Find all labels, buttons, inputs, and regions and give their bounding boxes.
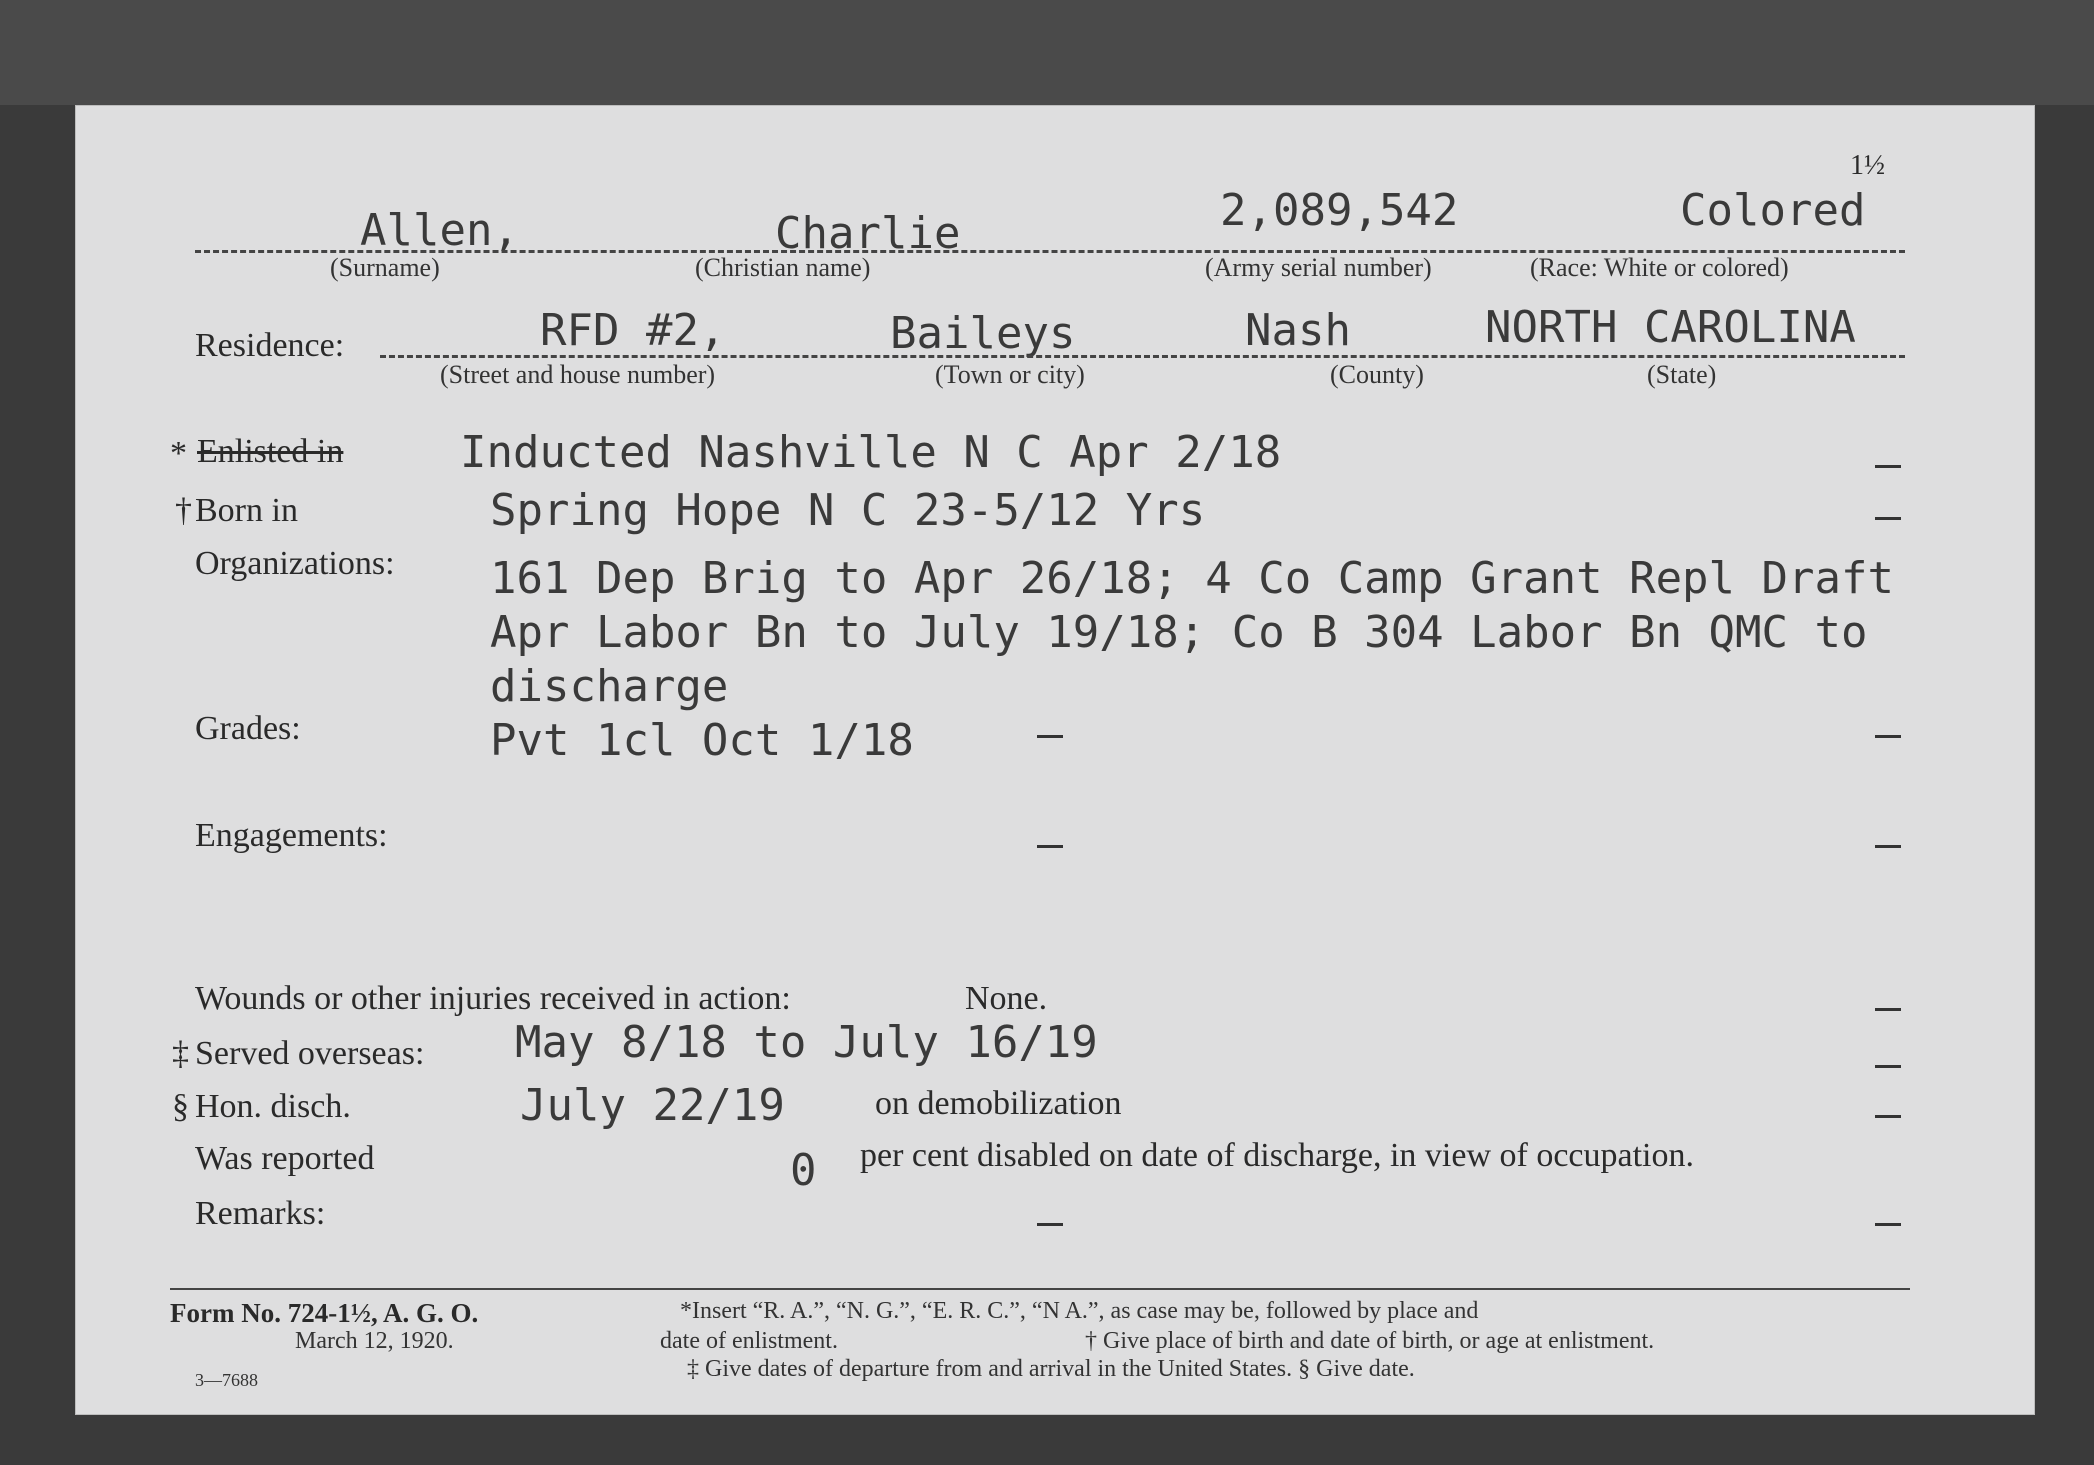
enlisted-value: Inducted Nashville N C Apr 2/18 bbox=[460, 427, 1282, 478]
footnote-line-2a: date of enlistment. bbox=[660, 1328, 838, 1354]
organizations-label: Organizations: bbox=[195, 545, 395, 582]
disabled-percent-value: 0 bbox=[790, 1145, 817, 1196]
remarks-label: Remarks: bbox=[195, 1195, 326, 1232]
county-caption: (County) bbox=[1330, 360, 1424, 389]
residence-line bbox=[380, 355, 1905, 358]
born-value: Spring Hope N C 23-5/12 Yrs bbox=[490, 485, 1206, 536]
organizations-dash bbox=[1875, 735, 1901, 738]
footer-rule bbox=[170, 1288, 1910, 1290]
wounds-label: Wounds or other injuries received in action: bbox=[195, 980, 791, 1017]
record-card bbox=[75, 105, 2035, 1415]
organizations-line-3: discharge bbox=[490, 661, 729, 712]
engagements-dash bbox=[1875, 845, 1901, 848]
christian-name-value: Charlie bbox=[775, 208, 961, 259]
overseas-dash bbox=[1875, 1065, 1901, 1068]
county-value: Nash bbox=[1245, 305, 1351, 356]
engagements-label: Engagements: bbox=[195, 817, 388, 854]
scan-background bbox=[0, 0, 2094, 105]
state-value: NORTH CAROLINA bbox=[1485, 302, 1856, 353]
surname-value: Allen, bbox=[360, 205, 519, 256]
footnote-line-3: ‡ Give dates of departure from and arrival in the United States. § Give date. bbox=[687, 1356, 1415, 1382]
engagements-mid-dash bbox=[1037, 845, 1063, 848]
grades-value: Pvt 1cl Oct 1/18 bbox=[490, 715, 914, 766]
christian-name-caption: (Christian name) bbox=[695, 253, 871, 282]
wounds-dash bbox=[1875, 1008, 1901, 1011]
residence-label: Residence: bbox=[195, 327, 345, 364]
remarks-mid-dash bbox=[1037, 1223, 1063, 1226]
disabled-text: per cent disabled on date of discharge, in view of occupation. bbox=[860, 1137, 1694, 1174]
overseas-mark: ‡ bbox=[172, 1035, 189, 1072]
born-mark: † bbox=[175, 492, 192, 529]
overseas-value: May 8/18 to July 16/19 bbox=[515, 1017, 1098, 1068]
race-value: Colored bbox=[1680, 185, 1866, 236]
born-label: Born in bbox=[195, 492, 298, 529]
organizations-line-1: 161 Dep Brig to Apr 26/18; 4 Co Camp Grant Repl Draft bbox=[490, 553, 1894, 604]
hon-disch-dash bbox=[1875, 1115, 1901, 1118]
footnote-line-1: *Insert “R. A.”, “N. G.”, “E. R. C.”, “N A.”, as case may be, followed by place and bbox=[680, 1298, 1479, 1324]
hon-disch-label: Hon. disch. bbox=[195, 1088, 351, 1125]
remarks-dash bbox=[1875, 1223, 1901, 1226]
organizations-line-2: Apr Labor Bn to July 19/18; Co B 304 Labor Bn QMC to bbox=[490, 607, 1868, 658]
form-code: 3—7688 bbox=[195, 1370, 258, 1390]
wounds-value: None. bbox=[965, 980, 1048, 1017]
demobilization-text: on demobilization bbox=[875, 1085, 1122, 1122]
enlisted-mark: * bbox=[170, 435, 187, 472]
surname-caption: (Surname) bbox=[330, 253, 440, 282]
town-caption: (Town or city) bbox=[935, 360, 1085, 389]
serial-number-value: 2,089,542 bbox=[1220, 185, 1459, 236]
enlisted-label: Enlisted in bbox=[197, 433, 344, 470]
form-date: March 12, 1920. bbox=[295, 1328, 454, 1354]
fraction-mark: 1½ bbox=[1850, 150, 1885, 181]
street-value: RFD #2, bbox=[540, 305, 726, 356]
overseas-label: Served overseas: bbox=[195, 1035, 425, 1072]
hon-disch-mark: § bbox=[172, 1088, 189, 1125]
town-value: Baileys bbox=[890, 308, 1076, 359]
footnote-line-2b: † Give place of birth and date of birth, or age at enlistment. bbox=[1085, 1328, 1655, 1354]
born-dash bbox=[1875, 517, 1901, 520]
grades-label: Grades: bbox=[195, 710, 301, 747]
hon-disch-value: July 22/19 bbox=[520, 1080, 785, 1131]
street-caption: (Street and house number) bbox=[440, 360, 716, 389]
race-caption: (Race: White or colored) bbox=[1530, 253, 1789, 282]
form-number: Form No. 724-1½, A. G. O. bbox=[170, 1298, 479, 1328]
state-caption: (State) bbox=[1647, 360, 1717, 389]
enlisted-dash bbox=[1875, 465, 1901, 468]
organizations-mid-dash bbox=[1037, 735, 1063, 738]
reported-label: Was reported bbox=[195, 1140, 375, 1177]
serial-number-caption: (Army serial number) bbox=[1205, 253, 1432, 282]
